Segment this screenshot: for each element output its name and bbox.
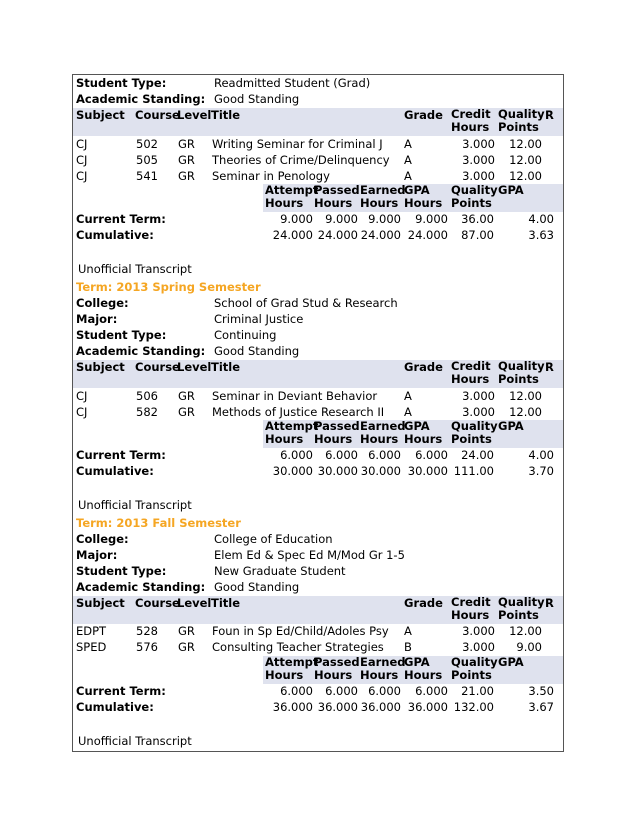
major-value: Elem Ed & Spec Ed M/Mod Gr 1-5 [214,548,405,562]
header-title: Title [211,596,241,610]
current-term-gpa-hours: 9.000 [415,212,448,226]
cumulative-label: Cumulative: [76,700,154,714]
course-quality-points: 12.00 [509,153,542,167]
header-credit-hours: Credit Hours [451,107,491,134]
academic-standing-value: Good Standing [214,344,300,358]
course-number: 506 [136,389,158,403]
academic-standing-value: Good Standing [214,580,300,594]
course-level: GR [178,640,195,654]
unofficial-transcript-label: Unofficial Transcript [78,262,192,276]
course-quality-points: 12.00 [509,405,542,419]
major-label: Major: [76,548,118,562]
academic-standing-label: Academic Standing: [76,344,206,358]
cumulative-earned: 24.000 [360,228,401,242]
course-quality-points: 12.00 [509,389,542,403]
course-quality-points: 12.00 [509,169,542,183]
current-term-attempt: 6.000 [280,448,313,462]
current-term-earned: 9.000 [368,212,401,226]
cumulative-gpa-hours: 36.000 [407,700,448,714]
cumulative-quality-points: 111.00 [453,464,494,478]
cumulative-passed: 24.000 [317,228,358,242]
student-type-label: Student Type: [76,76,167,90]
header-level: Level [177,596,212,610]
header-course: Course [135,108,180,122]
summary-gpa-hours: GPA Hours [404,419,443,446]
course-level: GR [178,137,195,151]
academic-standing-value: Good Standing [214,92,300,106]
header-subject: Subject [76,360,125,374]
major-value: Criminal Justice [214,312,304,326]
summary-passed-hours: Passed Hours [314,655,360,682]
current-term-earned: 6.000 [368,684,401,698]
unofficial-transcript-label: Unofficial Transcript [78,498,192,512]
college-label: College: [76,296,129,310]
course-credit-hours: 3.000 [462,405,495,419]
cumulative-earned: 36.000 [360,700,401,714]
course-number: 502 [136,137,158,151]
header-title: Title [211,108,241,122]
course-level: GR [178,624,195,638]
course-title: Seminar in Penology [212,169,330,183]
course-credit-hours: 3.000 [462,389,495,403]
header-credit-hours: Credit Hours [451,595,491,622]
cumulative-quality-points: 132.00 [453,700,494,714]
cumulative-gpa-hours: 30.000 [407,464,448,478]
current-term-quality-points: 21.00 [461,684,494,698]
header-r: R [545,108,554,122]
academic-standing-label: Academic Standing: [76,92,206,106]
cumulative-gpa: 3.70 [528,464,554,478]
course-level: GR [178,389,195,403]
header-credit-hours: Credit Hours [451,359,491,386]
current-term-quality-points: 24.00 [461,448,494,462]
cumulative-attempt: 24.000 [272,228,313,242]
cumulative-passed: 36.000 [317,700,358,714]
summary-quality-points: Quality Points [451,655,498,682]
current-term-gpa-hours: 6.000 [415,448,448,462]
course-subject: CJ [76,389,88,403]
course-number: 505 [136,153,158,167]
course-title: Methods of Justice Research II [212,405,385,419]
header-course: Course [135,360,180,374]
header-r: R [545,360,554,374]
course-level: GR [178,153,195,167]
course-number: 528 [136,624,158,638]
summary-attempt-hours: Attempt Hours [265,183,319,210]
student-type-label: Student Type: [76,328,167,342]
current-term-earned: 6.000 [368,448,401,462]
summary-gpa: GPA [498,655,524,669]
summary-earned-hours: Earned Hours [360,183,406,210]
header-quality-points: Quality Points [498,359,545,386]
course-subject: CJ [76,405,88,419]
summary-passed-hours: Passed Hours [314,419,360,446]
course-quality-points: 12.00 [509,624,542,638]
course-number: 576 [136,640,158,654]
student-type-value: Continuing [214,328,277,342]
summary-gpa: GPA [498,183,524,197]
cumulative-passed: 30.000 [317,464,358,478]
cumulative-gpa: 3.63 [528,228,554,242]
course-subject: CJ [76,169,88,183]
course-credit-hours: 3.000 [462,137,495,151]
current-term-gpa-hours: 6.000 [415,684,448,698]
summary-gpa-hours: GPA Hours [404,183,443,210]
summary-quality-points: Quality Points [451,419,498,446]
course-credit-hours: 3.000 [462,624,495,638]
course-subject: SPED [76,640,107,654]
student-type-label: Student Type: [76,564,167,578]
term-heading: Term: 2013 Spring Semester [76,280,261,294]
course-number: 582 [136,405,158,419]
header-quality-points: Quality Points [498,107,545,134]
current-term-label: Current Term: [76,448,166,462]
current-term-passed: 9.000 [325,212,358,226]
summary-passed-hours: Passed Hours [314,183,360,210]
cumulative-gpa: 3.67 [528,700,554,714]
cumulative-label: Cumulative: [76,464,154,478]
major-label: Major: [76,312,118,326]
summary-gpa: GPA [498,419,524,433]
current-term-passed: 6.000 [325,448,358,462]
course-credit-hours: 3.000 [462,169,495,183]
course-level: GR [178,169,195,183]
academic-standing-label: Academic Standing: [76,580,206,594]
cumulative-earned: 30.000 [360,464,401,478]
summary-earned-hours: Earned Hours [360,655,406,682]
summary-attempt-hours: Attempt Hours [265,419,319,446]
current-term-label: Current Term: [76,684,166,698]
college-value: School of Grad Stud & Research [214,296,398,310]
course-subject: EDPT [76,624,107,638]
course-grade: A [404,405,412,419]
course-title: Theories of Crime/Delinquency [212,153,390,167]
course-title: Foun in Sp Ed/Child/Adoles Psy [212,624,389,638]
student-type-value: Readmitted Student (Grad) [214,76,371,90]
course-quality-points: 9.00 [516,640,542,654]
course-grade: A [404,169,412,183]
header-subject: Subject [76,596,125,610]
cumulative-gpa-hours: 24.000 [407,228,448,242]
current-term-gpa: 4.00 [528,212,554,226]
header-level: Level [177,360,212,374]
cumulative-quality-points: 87.00 [461,228,494,242]
header-grade: Grade [404,596,443,610]
current-term-label: Current Term: [76,212,166,226]
course-credit-hours: 3.000 [462,153,495,167]
header-grade: Grade [404,360,443,374]
course-grade: A [404,153,412,167]
college-value: College of Education [214,532,333,546]
course-level: GR [178,405,195,419]
cumulative-attempt: 30.000 [272,464,313,478]
summary-earned-hours: Earned Hours [360,419,406,446]
college-label: College: [76,532,129,546]
term-heading: Term: 2013 Fall Semester [76,516,241,530]
unofficial-transcript-label: Unofficial Transcript [78,734,192,748]
summary-attempt-hours: Attempt Hours [265,655,319,682]
course-quality-points: 12.00 [509,137,542,151]
header-r: R [545,596,554,610]
course-grade: A [404,137,412,151]
course-credit-hours: 3.000 [462,640,495,654]
header-grade: Grade [404,108,443,122]
cumulative-label: Cumulative: [76,228,154,242]
course-grade: B [404,640,412,654]
header-course: Course [135,596,180,610]
course-subject: CJ [76,137,88,151]
header-title: Title [211,360,241,374]
course-number: 541 [136,169,158,183]
header-subject: Subject [76,108,125,122]
summary-quality-points: Quality Points [451,183,498,210]
header-quality-points: Quality Points [498,595,545,622]
current-term-gpa: 3.50 [528,684,554,698]
header-level: Level [177,108,212,122]
course-subject: CJ [76,153,88,167]
current-term-attempt: 6.000 [280,684,313,698]
current-term-gpa: 4.00 [528,448,554,462]
cumulative-attempt: 36.000 [272,700,313,714]
course-title: Writing Seminar for Criminal J [212,137,383,151]
current-term-quality-points: 36.00 [461,212,494,226]
student-type-value: New Graduate Student [214,564,346,578]
current-term-attempt: 9.000 [280,212,313,226]
course-title: Seminar in Deviant Behavior [212,389,378,403]
current-term-passed: 6.000 [325,684,358,698]
course-grade: A [404,624,412,638]
course-grade: A [404,389,412,403]
summary-gpa-hours: GPA Hours [404,655,443,682]
course-title: Consulting Teacher Strategies [212,640,384,654]
